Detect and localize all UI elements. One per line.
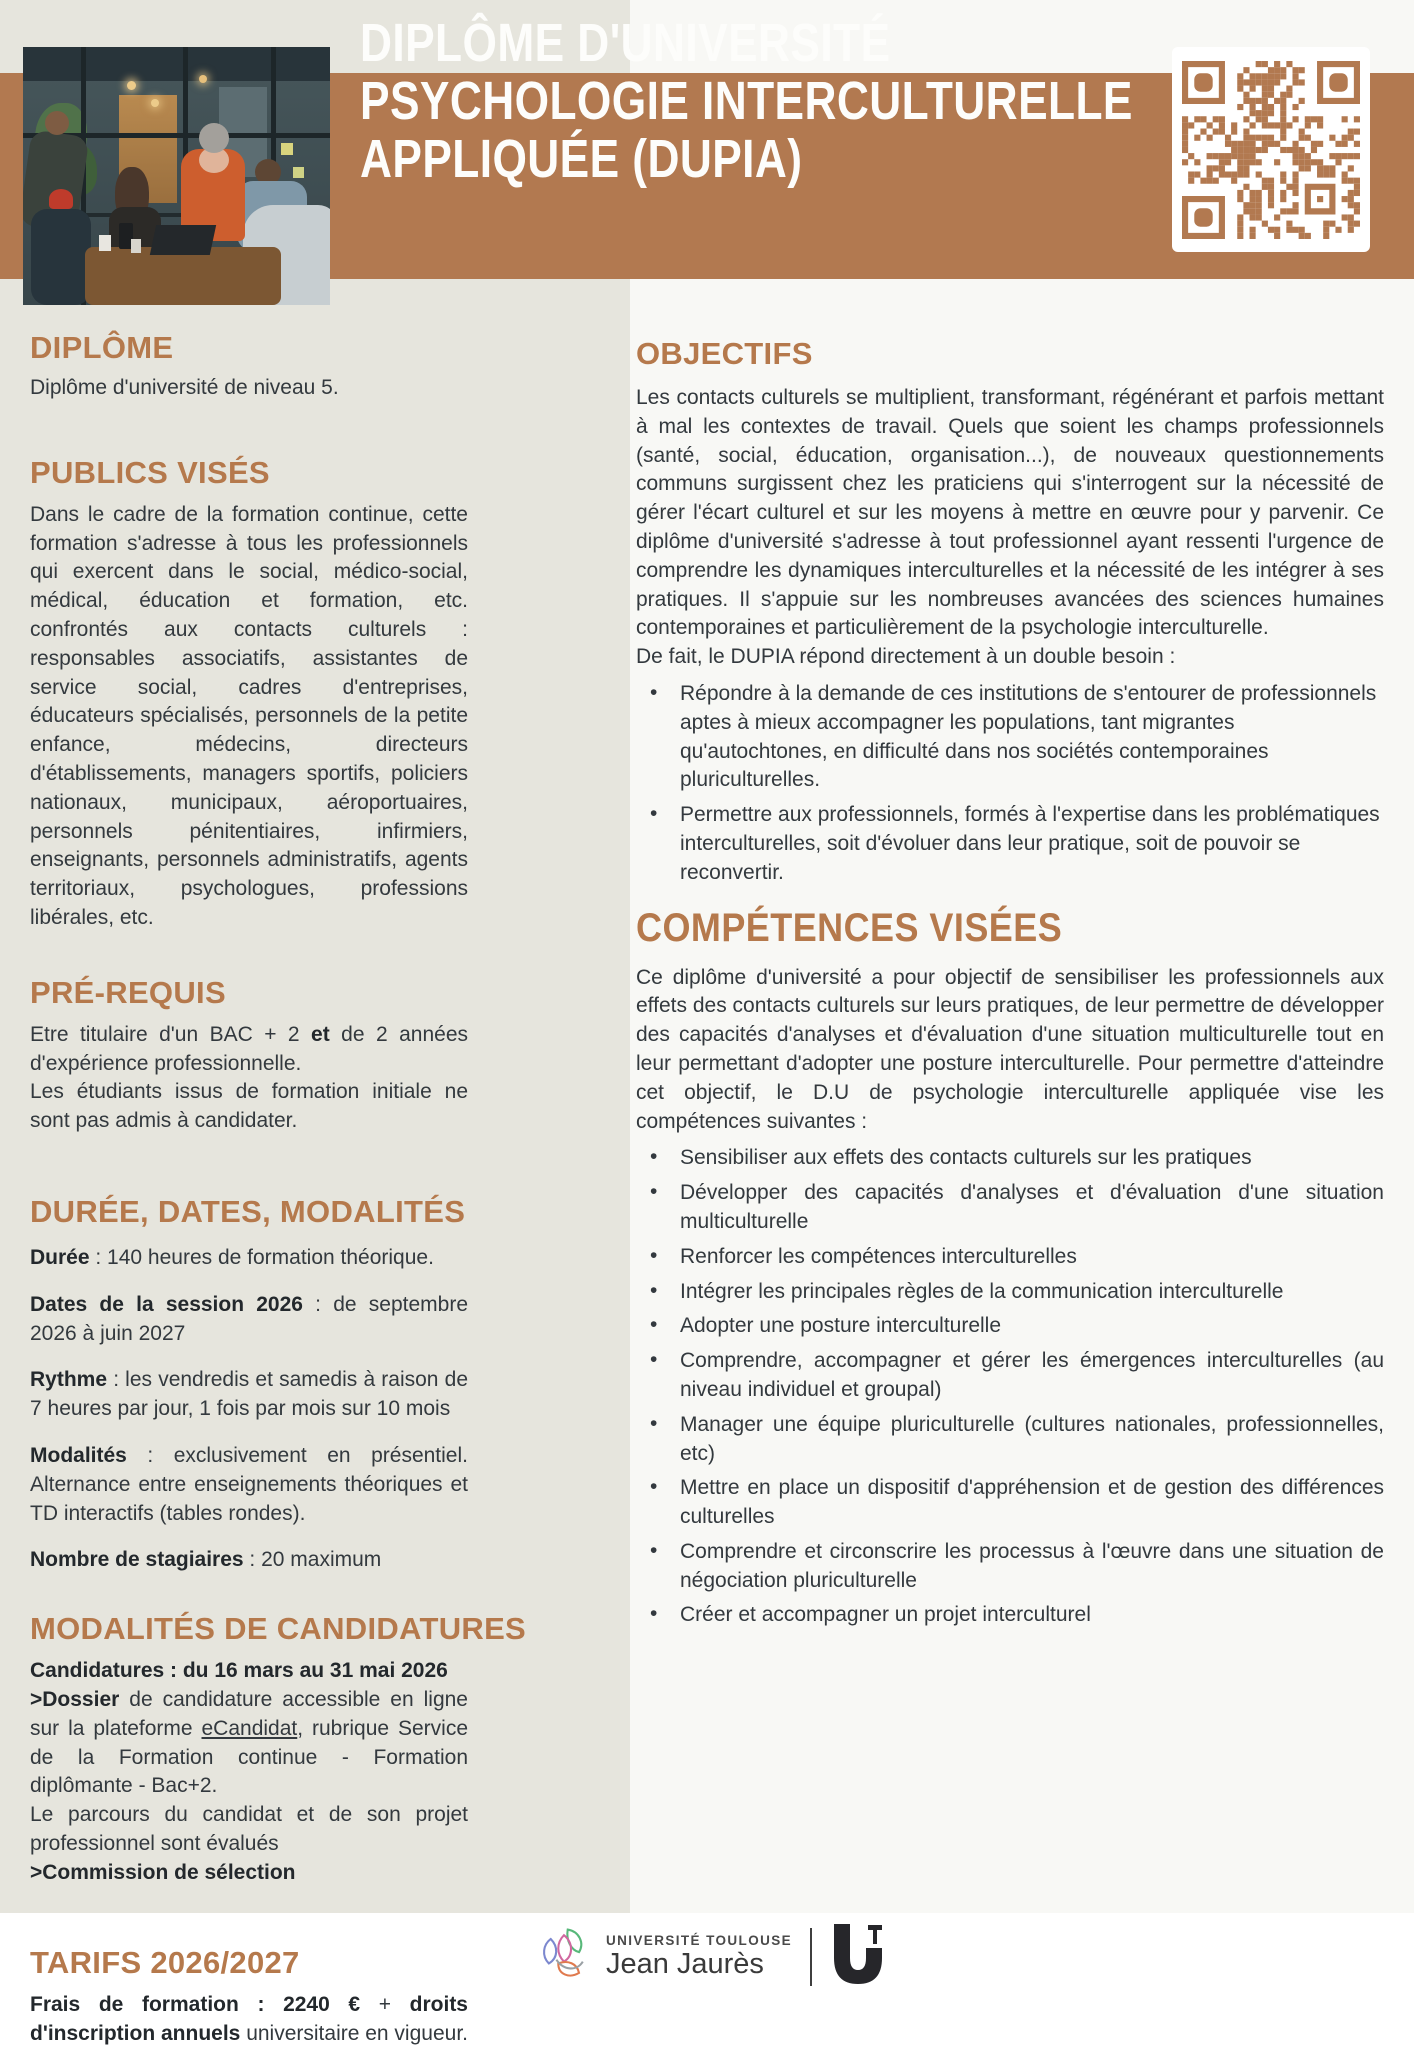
entry-text: : 20 maximum — [243, 1548, 382, 1572]
list-item: • Répondre à la demande de ces institutions de s'entourer de professionnels aptes à mieux accompagner les populations, tant migrantes qu'autochtones, en difficulté dans nos sociétés contemporaines pluriculturelles. — [636, 680, 1384, 795]
university-name-line2: Jean Jaurès — [605, 1948, 764, 1980]
candidatures-bold-intro: Candidatures : du 16 mars au 31 mai 2026 — [30, 1659, 448, 1683]
page-title-line: PSYCHOLOGIE INTERCULTURELLE — [360, 71, 1133, 131]
tarifs-text: universitaire en vigueur. — [240, 2022, 468, 2046]
publics-body: Dans le cadre de la formation continue, cette formation s'adresse à tous les professionnels qui exercent dans le social, médico-social, médical, éducation et formation, etc. confrontés aux contacts culturels : responsables associatifs, assistantes de service social, cadres d'entreprises, éducateurs spécialisés, personnels de la petite enfance, médecins, directeurs d'établissements, managers sportifs, policiers nationaux, municipaux, aéroportuaires, personnels pénitentiaires, infirmiers, enseignants, personnels administratifs, agents territoriaux, psychologues, professions libérales, etc. — [30, 502, 468, 929]
entry-label: Durée — [30, 1245, 90, 1269]
entry-label: Modalités — [30, 1443, 127, 1467]
dossier-bold: >Dossier — [30, 1687, 120, 1711]
entry-text: : 140 heures de formation théorique. — [89, 1245, 434, 1269]
left-column — [30, 0, 527, 2049]
candidatures-dates — [30, 1657, 468, 1686]
tarifs-text: + — [360, 1993, 410, 2017]
tarifs-body — [30, 1991, 468, 2049]
section-pre-requis — [30, 975, 468, 1136]
section-competences-visees — [636, 904, 1384, 1631]
competences-paragraph: Ce diplôme d'université a pour objectif de sensibiliser les professionnels aux effets des contacts culturels sur leurs pratiques, de leur permettre de développer des capacités d'analyses et d'évaluation d'une situation multiculturelle tout en leur permettant d'adopter une posture interculturelle. Pour permettre d'atteindre cet objectif, le D.U de psychologie interculturelle appliquée vise les compétences suivantes : — [636, 965, 1384, 1133]
section-diplome — [30, 330, 468, 403]
diplome-body: Diplôme d'université de niveau 5. — [30, 376, 339, 399]
duree-entry — [30, 1244, 468, 1273]
list-item: • Renforcer les compétences interculturelles — [636, 1243, 1384, 1272]
section-heading: PUBLICS VISÉS — [30, 454, 270, 490]
entry-text: : les vendredis et samedis à raison de 7 heures par jour, 1 fois par mois sur 10 mois — [30, 1368, 468, 1421]
section-heading: TARIFS 2026/2027 — [30, 1945, 300, 1981]
stagiaires-entry — [30, 1546, 468, 1575]
section-heading: OBJECTIFS — [636, 336, 813, 371]
modalites-entry — [30, 1442, 468, 1528]
tarifs-bold: Frais de formation : 2240 € — [30, 1993, 361, 2017]
section-heading: DURÉE, DATES, MODALITÉS — [30, 1193, 466, 1229]
list-item: • Créer et accompagner un projet interculturel — [636, 1601, 1384, 1630]
candidatures-commission — [30, 1859, 468, 1888]
list-item: • Permettre aux professionnels, formés à l'expertise dans les problématiques interculturelles, soit d'évoluer dans leur pratique, soit de pouvoir se reconvertir. — [636, 801, 1384, 887]
commission-bold: >Commission de sélection — [30, 1860, 296, 1884]
entry-text: : exclusivement en présentiel. Alternance entre enseignements théoriques et TD interactifs (tables rondes). — [30, 1443, 468, 1525]
list-item: • Sensibiliser aux effets des contacts culturels sur les pratiques — [636, 1144, 1384, 1173]
section-heading: PRÉ-REQUIS — [30, 974, 226, 1010]
dossier-text: de candidature accessible en ligne sur la plateforme — [30, 1687, 468, 1740]
university-name — [606, 1933, 792, 1981]
page-title-line: APPLIQUÉE (DUPIA) — [360, 129, 803, 189]
logo-divider — [810, 1928, 812, 1986]
ecandidat-link[interactable]: eCandidat — [201, 1716, 298, 1740]
list-item: • Comprendre et circonscrire les processus à l'œuvre dans une situation de négociation pluriculturelle — [636, 1538, 1384, 1596]
list-item: • Comprendre, accompagner et gérer les émergences interculturelles (au niveau individuel et groupal) — [636, 1347, 1384, 1405]
prerequis-note: Les étudiants issus de formation initiale ne sont pas admis à candidater. — [30, 1080, 468, 1133]
university-name-line1: UNIVERSITÉ TOULOUSE — [605, 1933, 793, 1948]
prerequis-text: de 2 années d'expérience professionnelle. — [30, 1022, 468, 1075]
right-column — [636, 0, 1384, 1636]
section-modalites-candidatures — [30, 1611, 527, 1887]
objectifs-bullet-list — [636, 680, 1384, 888]
objectifs-intro-besoin: De fait, le DUPIA répond directement à un double besoin : — [636, 645, 1176, 669]
prerequis-bold: et — [311, 1022, 330, 1046]
university-logo — [0, 1918, 1414, 1996]
section-heading: MODALITÉS DE CANDIDATURES — [30, 1611, 527, 1647]
entry-label: Nombre de stagiaires — [30, 1548, 244, 1572]
section-objectifs — [636, 336, 1384, 888]
section-heading: DIPLÔME — [30, 330, 174, 365]
entry-label: Dates de la session 2026 — [30, 1292, 303, 1316]
prerequis-body — [30, 1021, 468, 1079]
entry-text: : de septembre 2026 à juin 2027 — [30, 1292, 468, 1345]
list-item: • Mettre en place un dispositif d'appréhension et de gestion des différences culturelles — [636, 1474, 1384, 1532]
list-item: • Manager une équipe pluriculturelle (cultures nationales, professionnelles, etc) — [636, 1411, 1384, 1469]
tarifs-bold: droits d'inscription annuels — [30, 1993, 468, 2046]
list-item: • Intégrer les principales règles de la communication interculturelle — [636, 1278, 1384, 1307]
candidatures-dossier — [30, 1686, 468, 1801]
prerequis-text: Etre titulaire d'un BAC + 2 — [30, 1022, 312, 1046]
objectifs-paragraph: Les contacts culturels se multiplient, transformant, régénérant et parfois mettant à mal les contextes de travail. Quels que soient les champs professionnels (santé, social, éducation, organisation...), de nouveaux questionnements communs surgissent chez les praticiens qui s'interrogent sur la nécessité de gérer l'écart culturel et sur les moyens à mettre en œuvre pour y parvenir. Ce diplôme d'université s'adresse à tout professionnel ayant ressenti l'urgence de comprendre les dynamiques interculturelles et la nécessité de les intégrer à ses pratiques. Il s'appuie sur les nombreuses avancées des sciences humaines contemporaines et particulièrement de la psychologie interculturelle. — [636, 386, 1384, 640]
university-emblem-icon — [530, 1922, 596, 1993]
list-item: • Développer des capacités d'analyses et d'évaluation d'une situation multiculturelle — [636, 1179, 1384, 1237]
dossier-text: , rubrique Service de la Formation continue - Formation diplômante - Bac+2. — [30, 1716, 468, 1798]
rythme-entry — [30, 1366, 468, 1424]
entry-label: Rythme — [30, 1368, 108, 1392]
ut-monogram-logo — [830, 1924, 884, 1991]
competences-bullet-list — [636, 1144, 1384, 1630]
section-duree-dates-modalites — [30, 1194, 468, 1575]
candidatures-parcours: Le parcours du candidat et de son projet professionnel sont évalués — [30, 1803, 468, 1855]
section-publics-vises — [30, 455, 468, 933]
dates-entry — [30, 1291, 468, 1349]
section-heading: COMPÉTENCES VISÉES — [636, 905, 1063, 950]
page-title-line: DIPLÔME D'UNIVERSITÉ — [360, 13, 891, 73]
list-item: • Adopter une posture interculturelle — [636, 1312, 1384, 1341]
